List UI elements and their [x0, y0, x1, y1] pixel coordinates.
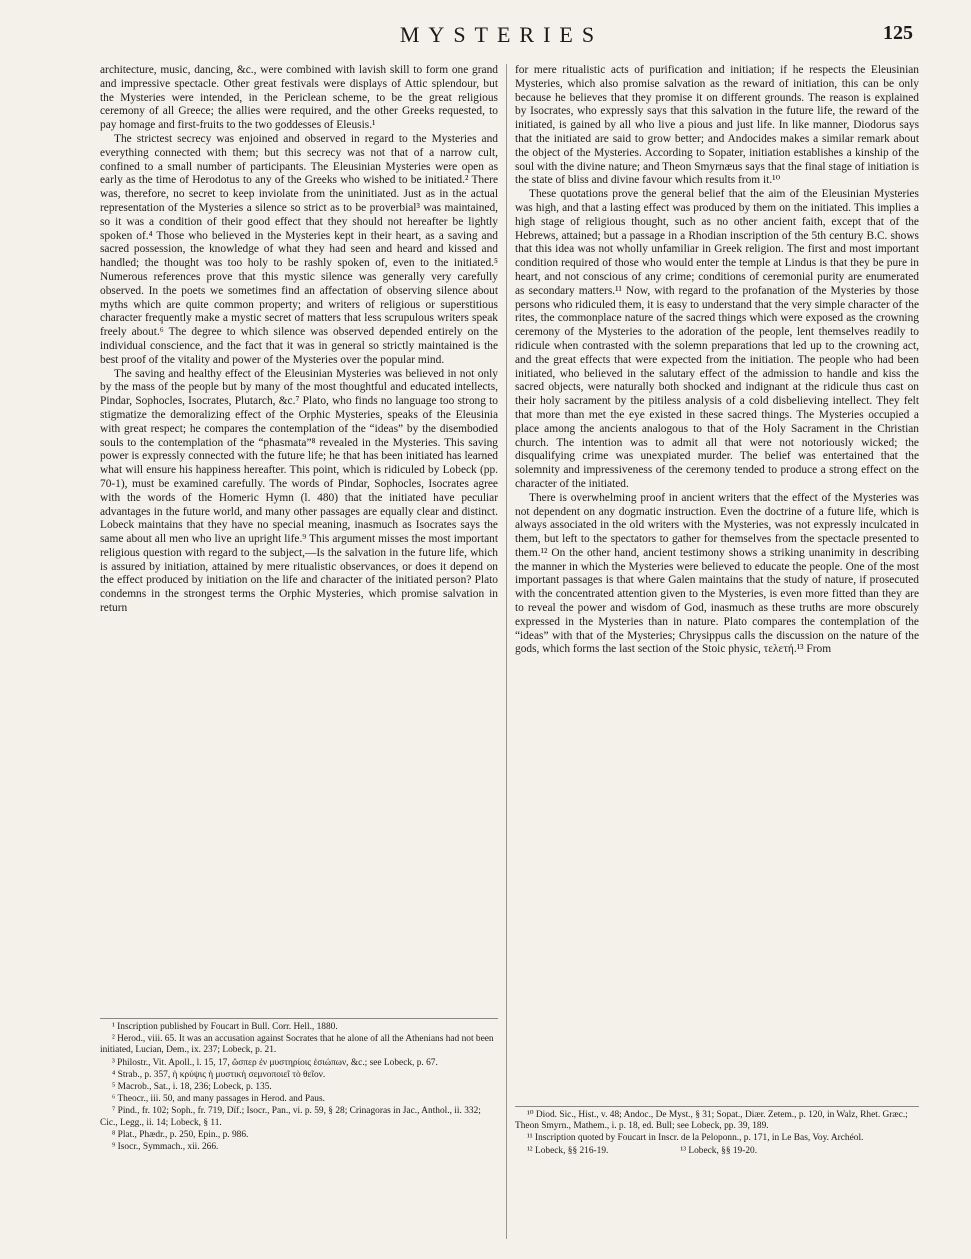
- paragraph: The strictest secrecy was enjoined and observed in regard to the Mysteries and everything connected with them; but this secrecy was not that of a narrow cult, confined to a small number of participants. The Eleusinian Mysteries were open as early as the time of Herodotus to any of the Greeks who wished to be initiated.² There was, therefore, no secret to keep inviolate from the uninitiated. Just as in the actual representation of the Mysteries a silence so strict as to be proverbial³ was maintained, so it was a condition of their good effect that they should not hereafter be lightly spoken of.⁴ Those who believed in the Mysteries kept in their heart, as a saving and sacred possession, the knowledge of what they had seen and heard and kissed and handled; the thought was too holy to be rashly spoken of, even to the initiated.⁵ Numerous references prove that this mystic silence was generally very carefully observed. In the poets we sometimes find an affectation of observing silence about myths which are quite common property; and writers of religious or superstitious character frequently make a mystic secret of matters that less scrupulous writers speak freely about.⁶ The degree to which silence was observed depended entirely on the individual conscience, and the fact that it was in general so strictly maintained is the best proof of the vitality and power of the Mysteries over the popular mind.: [100, 132, 498, 366]
- footnote: ⁸ Plat., Phædr., p. 250, Epin., p. 986.: [112, 1129, 249, 1140]
- paragraph: The saving and healthy effect of the Eleusinian Mysteries was believed in not only by the mass of the people but by many of the most thoughtful and educated intellects, Pindar, Sophocles, Isocrates, Plutarch, &c.⁷ Plato, who finds no language too strong to stigmatize the demoralizing effect of the Orphic Mysteries, speaks of the Eleusinia with great respect; he compares the contemplation of the “ideas” by the disembodied souls to the contemplation of the “phasmata”⁸ revealed in the Mysteries. This saving power is expressly connected with the future life; he that has been initiated has learned what will ensure his happiness hereafter. This point, which is ridiculed by Lobeck (pp. 70-1), must be examined carefully. The words of Pindar, Sophocles, Isocrates agree with the words of the Homeric Hymn (l. 480) that the initiated have peculiar advantages in the future world, and many other passages are equally clear and distinct. Lobeck maintains that they have no special meaning, inasmuch as Isocrates says the same about all men who live an upright life.⁹ This argument misses the most important religious question with regard to the subject,—Is the salvation in the future life, which is assured by initiation, attained by mere ritualistic observances, or does it depend on the effect produced by initiation on the life and character of the initiated person? Plato condemns in the strongest terms the Orphic Mysteries, which promise salvation in return: [100, 367, 498, 615]
- footnote: ² Herod., viii. 65. It was an accusation against Socrates that he alone of all the Athenians had not been initiated, Lucian, Dem., ix. 237; Lobeck, p. 21.: [100, 1034, 494, 1056]
- footnote: ¹³ Lobeck, §§ 19-20.: [680, 1145, 758, 1156]
- footnote-pair: [515, 1146, 919, 1157]
- left-column-body: [100, 64, 498, 1014]
- right-column: [515, 64, 919, 1084]
- page-header: [90, 20, 913, 60]
- footnote: ⁵ Macrob., Sat., i. 18, 236; Lobeck, p. 135.: [112, 1082, 272, 1093]
- footnote: ¹ Inscription published by Foucart in Bull. Corr. Hell., 1880.: [112, 1022, 338, 1032]
- paragraph: architecture, music, dancing, &c., were combined with lavish skill to form one grand and impressive spectacle. Other great festivals were displays of Attic splendour, but the Mysteries were intended, in the Periclean scheme, to be the great religious ceremony of all Greece; the allies were required, and the other Greeks requested, to pay homage and first-fruits to the two goddesses of Eleusis.¹: [100, 64, 498, 132]
- footnote: ³ Philostr., Vit. Apoll., l. 15, 17, ὥσπερ ἐν μυστηρίοις ἐσιώπων, &c.; see Lobeck, p. 67.: [112, 1057, 438, 1068]
- paragraph: There is overwhelming proof in ancient writers that the effect of the Mysteries was not dependent on any dogmatic instruction. Even the doctrine of a future life, which is always associated in the old writers with the Mysteries, was not expressly inculcated in them, but left to the spectators to gather for themselves from the spectacle presented to them.¹² On the other hand, ancient testimony shows a striking unanimity in describing the manner in which the Mysteries were believed to educate the people. One of the most important passages is that where Galen maintains that the study of nature, if prosecuted with the concentrated attention given to the Mysteries, is even more fitted than they are to reveal the power and wisdom of God, inasmuch as these truths are more obscurely expressed in the Mysteries than in nature. Plato compares the contemplation of the “ideas” with that of the Mysteries; Chrysippus calls the discussion on the nature of the gods, which forms the last section of the Stoic physic, τελετή.¹³ From: [515, 491, 919, 656]
- column-divider: [506, 64, 507, 1239]
- footnote: ¹⁰ Diod. Sic., Hist., v. 48; Andoc., De Myst., § 31; Sopat., Diær. Zetem., p. 120, in Walz, Rhet. Græc.; Theon Smyrn., Mathem., i. p. 18, ed. Bull; see Lobeck, pp. 39, 189.: [515, 1110, 908, 1132]
- left-footnotes: [100, 1018, 498, 1154]
- paragraph: for mere ritualistic acts of purification and initiation; if he respects the Eleusinian Mysteries, which also promise salvation as the reward of initiation, this can be only because he believes that they promise it on different grounds. The reason is explained by Isocrates, who expressly says that this salvation in the future life, the reward of the initiated, is gained by all who live a pious and just life. In like manner, Diodorus says that the initiated are said to grow better; and Andocides makes a similar remark about the object of the Mysteries. According to Sopater, initiation establishes a kinship of the soul with the divine nature; and Theon Smyrnæus says that the final stage of initiation is the state of bliss and divine favour which results from it.¹⁰: [515, 64, 919, 187]
- footnote: ¹¹ Inscription quoted by Foucart in Inscr. de la Peloponn., p. 171, in Le Bas, Voy. Archéol.: [527, 1133, 864, 1144]
- footnote: ⁴ Strab., p. 357, ἡ κρύψις ἡ μυστικὴ σεμνοποιεῖ τὸ θεῖον.: [112, 1069, 326, 1080]
- paragraph: These quotations prove the general belief that the aim of the Eleusinian Mysteries was high, and that a lasting effect was produced by them on the initiated. This implies a high stage of religious thought, such as no other ancient faith, except that of the Hebrews, attained; but a passage in a Rhodian inscription of the 5th century B.C. shows that this idea was not wholly unfamiliar in Greek religion. The first and most important condition required of those who would enter the temple at Lindus is that they be pure in heart, and not conscious of any crime; conditions of ceremonial purity are enumerated as secondary matters.¹¹ Now, with regard to the profanation of the Mysteries by those persons who ridiculed them, it is easy to understand that the very simple character of the rites, the commonplace nature of the sacred things which were exposed as the crowning ceremony of the Mysteries to the adoration of the people, lent themselves readily to ridicule when contrasted with the solemn preparations that led up to the crowning act, and the great effects that were expected from the initiation. The people who had been initiated, who believed in the salutary effect of the admission to handle and kiss the sacred objects, were naturally both shocked and indignant at the ridicule thus cast on their holy sacrament by the pitiless analysis of a cold disbelieving intellect. They felt that more than met the eye existed in these sacred things. The Mysteries occupied a place among the ancients analogous to that of the Holy Sacrament in the Christian church. The intention was to admit all that were not notoriously wicked; the disqualifying crime was unexpiated murder. The belief was entertained that the solemnity and impressiveness of the ceremony tended to produce a strong effect on the character of the initiated.: [515, 188, 919, 490]
- right-footnotes: [515, 1106, 919, 1158]
- left-column: [100, 64, 498, 1014]
- page-number: 125: [883, 22, 913, 44]
- footnote: ⁹ Isocr., Symmach., xii. 266.: [112, 1142, 219, 1153]
- right-column-body: [515, 64, 919, 1084]
- footnote: ⁶ Theocr., iii. 50, and many passages in Herod. and Paus.: [112, 1094, 325, 1105]
- footnote: ¹² Lobeck, §§ 216-19.: [527, 1145, 609, 1156]
- footnote: ⁷ Pind., fr. 102; Soph., fr. 719, Dïf.; Isocr., Pan., vi. p. 59, § 28; Crinagoras in Jac., Anthol., ii. 332; Cic., Legg., ii. 14; Lobeck, § 11.: [100, 1106, 481, 1128]
- running-title: MYSTERIES: [399, 22, 604, 47]
